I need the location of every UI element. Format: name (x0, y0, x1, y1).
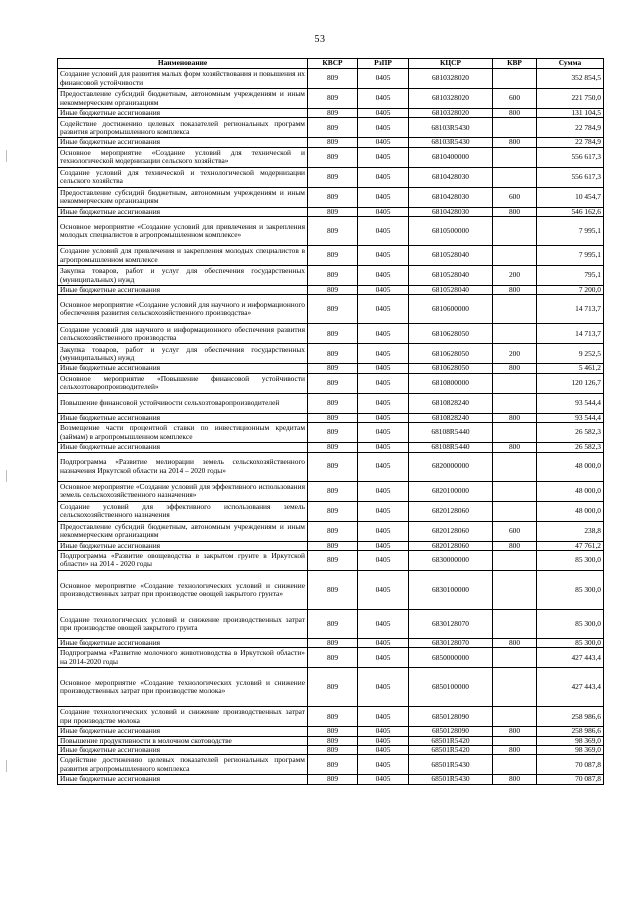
cell-name: Подпрограмма «Развитие мелиорации земель сельскохозяйственного назначения Иркутской области на 2014 – 2020 годы» (58, 452, 308, 481)
column-header-rzpr: РзПР (358, 59, 409, 69)
cell-name: Закупка товаров, работ и услуг для обеспечения государственных (муниципальных) нужд (58, 344, 308, 364)
cell-rzpr: 0405 (358, 393, 409, 413)
cell-rzpr: 0405 (358, 541, 409, 550)
cell-kvsr: 809 (308, 286, 358, 295)
cell-kvr (493, 736, 537, 745)
cell-kvsr: 809 (308, 364, 358, 373)
cell-kvr: 800 (493, 364, 537, 373)
cell-kvsr: 809 (308, 423, 358, 443)
cell-name: Содействие достижению целевых показателей региональных программ развития агропромышленного комплекса (58, 755, 308, 775)
cell-kvsr: 809 (308, 609, 358, 638)
cell-name: Основное мероприятие «Создание условий для привлечения и закрепления молодых специалистов в агропромышленном комплексе» (58, 217, 308, 246)
cell-rzpr: 0405 (358, 246, 409, 266)
cell-sum: 85 300,0 (537, 550, 604, 570)
cell-kvr (493, 118, 537, 138)
cell-kvr: 600 (493, 187, 537, 207)
cell-kvr: 600 (493, 89, 537, 109)
cell-name: Основное мероприятие «Создание технологических условий и снижение производственных затрат при производстве овощей закрытого грунта» (58, 570, 308, 609)
cell-name: Основное мероприятие «Создание технологических условий и снижение производственных затрат при производстве молока» (58, 668, 308, 707)
table-row (58, 413, 604, 422)
cell-name: Подпрограмма «Развитие молочного животноводства в Иркутской области» на 2014-2020 годы (58, 648, 308, 668)
cell-kvr: 800 (493, 443, 537, 452)
cell-kvr (493, 295, 537, 324)
cell-rzpr: 0405 (358, 147, 409, 167)
cell-kvr (493, 217, 537, 246)
cell-kcsr: 6810828240 (409, 413, 493, 422)
cell-kvsr: 809 (308, 373, 358, 393)
cell-kvsr: 809 (308, 707, 358, 727)
cell-rzpr: 0405 (358, 295, 409, 324)
cell-rzpr: 0405 (358, 443, 409, 452)
cell-name: Предоставление субсидий бюджетным, автономным учреждениям и иным некоммерческим организациям (58, 521, 308, 541)
cell-rzpr: 0405 (358, 668, 409, 707)
cell-sum: 352 854,5 (537, 69, 604, 89)
table-row (58, 138, 604, 147)
cell-kcsr: 6850000000 (409, 648, 493, 668)
cell-sum: 14 713,7 (537, 324, 604, 344)
column-header-name: Наименование (58, 59, 308, 69)
cell-kcsr: 6810800000 (409, 373, 493, 393)
cell-kvr: 200 (493, 344, 537, 364)
cell-kvsr: 809 (308, 69, 358, 89)
table-header-row (58, 59, 604, 69)
cell-rzpr: 0405 (358, 286, 409, 295)
cell-kvr (493, 668, 537, 707)
cell-rzpr: 0405 (358, 501, 409, 521)
cell-kcsr: 6850100000 (409, 668, 493, 707)
cell-kcsr: 6820128060 (409, 501, 493, 521)
cell-kvr (493, 423, 537, 443)
cell-rzpr: 0405 (358, 727, 409, 736)
cell-rzpr: 0405 (358, 413, 409, 422)
cell-name: Содействие достижению целевых показателей региональных программ развития агропромышленного комплекса (58, 118, 308, 138)
scan-edge-mark (6, 150, 7, 162)
cell-kcsr: 6810628050 (409, 324, 493, 344)
table-row (58, 373, 604, 393)
table-row (58, 109, 604, 118)
cell-kvsr: 809 (308, 118, 358, 138)
scan-edge-mark (6, 760, 7, 772)
cell-sum: 70 087,8 (537, 775, 604, 784)
cell-kcsr: 6810628050 (409, 364, 493, 373)
cell-kvsr: 809 (308, 648, 358, 668)
table-row (58, 668, 604, 707)
table-row (58, 295, 604, 324)
cell-kcsr: 6810600000 (409, 295, 493, 324)
cell-name: Иные бюджетные ассигнования (58, 775, 308, 784)
cell-rzpr: 0405 (358, 217, 409, 246)
cell-kcsr: 6810428030 (409, 187, 493, 207)
cell-kvsr: 809 (308, 481, 358, 501)
cell-sum: 22 784,9 (537, 138, 604, 147)
cell-kvr (493, 648, 537, 668)
cell-name: Создание технологических условий и снижение производственных затрат при производстве молока (58, 707, 308, 727)
cell-sum: 221 750,0 (537, 89, 604, 109)
cell-name: Создание условий для научного и информационного обеспечения развития сельскохозяйственного производства (58, 324, 308, 344)
cell-rzpr: 0405 (358, 755, 409, 775)
cell-kvsr: 809 (308, 443, 358, 452)
table-row (58, 745, 604, 754)
cell-kvsr: 809 (308, 138, 358, 147)
cell-rzpr: 0405 (358, 187, 409, 207)
cell-sum: 98 369,0 (537, 736, 604, 745)
cell-name: Основное мероприятие «Повышение финансовой устойчивости сельхозтоваропроизводителей» (58, 373, 308, 393)
table-row (58, 638, 604, 647)
cell-sum: 48 000,0 (537, 481, 604, 501)
cell-sum: 26 582,3 (537, 423, 604, 443)
cell-kvr (493, 373, 537, 393)
cell-name: Иные бюджетные ассигнования (58, 138, 308, 147)
cell-name: Создание условий для эффективного использования земель сельскохозяйственного назначения (58, 501, 308, 521)
cell-name: Иные бюджетные ассигнования (58, 286, 308, 295)
cell-rzpr: 0405 (358, 745, 409, 754)
cell-sum: 427 443,4 (537, 648, 604, 668)
cell-rzpr: 0405 (358, 423, 409, 443)
cell-sum: 546 162,6 (537, 207, 604, 216)
cell-kcsr: 6810328020 (409, 69, 493, 89)
cell-name: Иные бюджетные ассигнования (58, 413, 308, 422)
cell-kvsr: 809 (308, 541, 358, 550)
cell-kcsr: 6830128070 (409, 638, 493, 647)
cell-name: Иные бюджетные ассигнования (58, 745, 308, 754)
cell-kvsr: 809 (308, 344, 358, 364)
cell-name: Предоставление субсидий бюджетным, автономным учреждениям и иным некоммерческим организациям (58, 89, 308, 109)
cell-sum: 7 995,1 (537, 246, 604, 266)
cell-name: Основное мероприятие «Создание условий для научного и информационного обеспечения развития сельскохозяйственного производства» (58, 295, 308, 324)
cell-kcsr: 68501R5420 (409, 745, 493, 754)
cell-sum: 85 300,0 (537, 570, 604, 609)
cell-kvsr: 809 (308, 246, 358, 266)
cell-sum: 7 200,0 (537, 286, 604, 295)
cell-name: Основное мероприятие «Создание условий для технической и технологической модернизации сельского хозяйства» (58, 147, 308, 167)
cell-kvsr: 809 (308, 668, 358, 707)
cell-name: Предоставление субсидий бюджетным, автономным учреждениям и иным некоммерческим организациям (58, 187, 308, 207)
cell-rzpr: 0405 (358, 609, 409, 638)
table-row (58, 266, 604, 286)
cell-kcsr: 68501R5430 (409, 775, 493, 784)
table-row (58, 147, 604, 167)
cell-sum: 85 300,0 (537, 638, 604, 647)
cell-rzpr: 0405 (358, 69, 409, 89)
cell-kvsr: 809 (308, 217, 358, 246)
cell-kvsr: 809 (308, 413, 358, 422)
cell-rzpr: 0405 (358, 707, 409, 727)
cell-kcsr: 6830128070 (409, 609, 493, 638)
cell-kvr: 800 (493, 109, 537, 118)
table-row (58, 324, 604, 344)
cell-kcsr: 6810428030 (409, 167, 493, 187)
cell-sum: 7 995,1 (537, 217, 604, 246)
cell-kvsr: 809 (308, 89, 358, 109)
cell-kvr: 800 (493, 745, 537, 754)
table-row (58, 393, 604, 413)
table-row (58, 246, 604, 266)
cell-kvr (493, 707, 537, 727)
table-row (58, 217, 604, 246)
cell-name: Создание технологических условий и снижение производственных затрат при производстве овощей закрытого грунта (58, 609, 308, 638)
cell-name: Основное мероприятие «Создание условий для эффективного использования земель сельскохозяйственного назначения» (58, 481, 308, 501)
cell-rzpr: 0405 (358, 207, 409, 216)
cell-kvr: 800 (493, 727, 537, 736)
cell-rzpr: 0405 (358, 373, 409, 393)
cell-name: Иные бюджетные ассигнования (58, 364, 308, 373)
cell-sum: 98 369,0 (537, 745, 604, 754)
cell-rzpr: 0405 (358, 638, 409, 647)
table-row (58, 707, 604, 727)
cell-kcsr: 6820128060 (409, 521, 493, 541)
cell-sum: 22 784,9 (537, 118, 604, 138)
cell-kcsr: 6830000000 (409, 550, 493, 570)
cell-rzpr: 0405 (358, 344, 409, 364)
cell-name: Закупка товаров, работ и услуг для обеспечения государственных (муниципальных) нужд (58, 266, 308, 286)
cell-sum: 427 443,4 (537, 668, 604, 707)
cell-sum: 70 087,8 (537, 755, 604, 775)
cell-kvr: 600 (493, 521, 537, 541)
table-row (58, 727, 604, 736)
cell-kcsr: 6810328020 (409, 109, 493, 118)
cell-sum: 795,1 (537, 266, 604, 286)
cell-kvr (493, 570, 537, 609)
cell-rzpr: 0405 (358, 736, 409, 745)
cell-kvsr: 809 (308, 736, 358, 745)
cell-sum: 120 126,7 (537, 373, 604, 393)
table-row (58, 167, 604, 187)
cell-kvr (493, 393, 537, 413)
cell-kcsr: 6820128060 (409, 541, 493, 550)
cell-kvsr: 809 (308, 452, 358, 481)
cell-sum: 14 713,7 (537, 295, 604, 324)
cell-kvsr: 809 (308, 501, 358, 521)
cell-name: Иные бюджетные ассигнования (58, 638, 308, 647)
cell-kcsr: 6820000000 (409, 452, 493, 481)
cell-kvsr: 809 (308, 147, 358, 167)
table-row (58, 118, 604, 138)
cell-kvr (493, 324, 537, 344)
table-row (58, 344, 604, 364)
cell-sum: 48 000,0 (537, 501, 604, 521)
cell-kcsr: 6810628050 (409, 344, 493, 364)
cell-kcsr: 68501R5430 (409, 755, 493, 775)
cell-kvr (493, 246, 537, 266)
table-row (58, 452, 604, 481)
table-row (58, 775, 604, 784)
table-row (58, 423, 604, 443)
cell-kvsr: 809 (308, 570, 358, 609)
cell-kvr (493, 501, 537, 521)
cell-kvr: 800 (493, 541, 537, 550)
cell-kvsr: 809 (308, 638, 358, 647)
table-body (58, 69, 604, 785)
cell-rzpr: 0405 (358, 89, 409, 109)
column-header-kvsr: КВСР (308, 59, 358, 69)
table-row (58, 443, 604, 452)
cell-kvr: 800 (493, 638, 537, 647)
table-row (58, 648, 604, 668)
cell-kcsr: 6820100000 (409, 481, 493, 501)
cell-kvr: 800 (493, 775, 537, 784)
cell-kcsr: 6810328020 (409, 89, 493, 109)
cell-kvsr: 809 (308, 745, 358, 754)
column-header-sum: Сумма (537, 59, 604, 69)
cell-name: Иные бюджетные ассигнования (58, 109, 308, 118)
cell-rzpr: 0405 (358, 775, 409, 784)
cell-kcsr: 6810528040 (409, 246, 493, 266)
cell-kvr: 800 (493, 207, 537, 216)
table-row (58, 501, 604, 521)
cell-kvr (493, 755, 537, 775)
cell-rzpr: 0405 (358, 481, 409, 501)
table-row (58, 69, 604, 89)
cell-rzpr: 0405 (358, 324, 409, 344)
cell-sum: 131 104,5 (537, 109, 604, 118)
cell-kvr (493, 481, 537, 501)
cell-kvsr: 809 (308, 295, 358, 324)
table-row (58, 736, 604, 745)
table-row (58, 570, 604, 609)
cell-kcsr: 6810428030 (409, 207, 493, 216)
cell-rzpr: 0405 (358, 266, 409, 286)
cell-name: Создание условий для развития малых форм хозяйствования и повышения их финансовой устойчивости (58, 69, 308, 89)
cell-kvsr: 809 (308, 324, 358, 344)
cell-kvsr: 809 (308, 393, 358, 413)
cell-kvr (493, 452, 537, 481)
cell-kvsr: 809 (308, 727, 358, 736)
cell-kvsr: 809 (308, 167, 358, 187)
cell-rzpr: 0405 (358, 364, 409, 373)
column-header-kcsr: КЦСР (409, 59, 493, 69)
table-row (58, 207, 604, 216)
cell-kvr: 800 (493, 138, 537, 147)
cell-sum: 85 300,0 (537, 609, 604, 638)
cell-name: Создание условий для привлечения и закрепления молодых специалистов в агропромышленном комплексе (58, 246, 308, 266)
cell-name: Возмещение части процентной ставки по инвестиционным кредитам (займам) в агропромышленном комплексе (58, 423, 308, 443)
cell-kvsr: 809 (308, 550, 358, 570)
cell-kcsr: 6810528040 (409, 286, 493, 295)
table-row (58, 286, 604, 295)
cell-sum: 93 544,4 (537, 413, 604, 422)
cell-sum: 258 986,6 (537, 727, 604, 736)
cell-kvr (493, 147, 537, 167)
cell-name: Иные бюджетные ассигнования (58, 443, 308, 452)
cell-kvsr: 809 (308, 187, 358, 207)
cell-kcsr: 6830100000 (409, 570, 493, 609)
cell-rzpr: 0405 (358, 109, 409, 118)
table-row (58, 89, 604, 109)
column-header-kvr: КВР (493, 59, 537, 69)
cell-kvsr: 809 (308, 755, 358, 775)
cell-kvsr: 809 (308, 266, 358, 286)
cell-sum: 47 761,2 (537, 541, 604, 550)
cell-kcsr: 6810528040 (409, 266, 493, 286)
cell-kcsr: 68108R5440 (409, 443, 493, 452)
cell-sum: 556 617,3 (537, 167, 604, 187)
table-row (58, 364, 604, 373)
table-row (58, 609, 604, 638)
cell-sum: 10 454,7 (537, 187, 604, 207)
cell-rzpr: 0405 (358, 570, 409, 609)
cell-kvr: 800 (493, 286, 537, 295)
cell-kvr (493, 69, 537, 89)
cell-rzpr: 0405 (358, 138, 409, 147)
table-row (58, 521, 604, 541)
cell-rzpr: 0405 (358, 521, 409, 541)
cell-kvsr: 809 (308, 775, 358, 784)
cell-sum: 93 544,4 (537, 393, 604, 413)
cell-rzpr: 0405 (358, 648, 409, 668)
cell-kcsr: 6850128090 (409, 707, 493, 727)
table-row (58, 755, 604, 775)
table-row (58, 187, 604, 207)
cell-sum: 9 252,5 (537, 344, 604, 364)
scan-edge-mark (6, 470, 7, 482)
cell-kvsr: 809 (308, 109, 358, 118)
cell-name: Иные бюджетные ассигнования (58, 727, 308, 736)
cell-rzpr: 0405 (358, 452, 409, 481)
cell-name: Повышение продуктивности в молочном скотоводстве (58, 736, 308, 745)
cell-name: Создание условий для технической и технологической модернизации сельского хозяйства (58, 167, 308, 187)
cell-kvr: 200 (493, 266, 537, 286)
cell-kcsr: 6810500000 (409, 217, 493, 246)
cell-kcsr: 68501R5420 (409, 736, 493, 745)
cell-name: Подпрограмма «Развитие овощеводства в закрытом грунте в Иркутской области» на 2014 - 2020 годы (58, 550, 308, 570)
table-row (58, 541, 604, 550)
cell-kvsr: 809 (308, 521, 358, 541)
cell-kcsr: 68103R5430 (409, 118, 493, 138)
cell-sum: 48 000,0 (537, 452, 604, 481)
cell-kcsr: 6850128090 (409, 727, 493, 736)
cell-sum: 5 461,2 (537, 364, 604, 373)
cell-name: Иные бюджетные ассигнования (58, 541, 308, 550)
cell-rzpr: 0405 (358, 550, 409, 570)
cell-rzpr: 0405 (358, 167, 409, 187)
cell-kvr (493, 167, 537, 187)
budget-table (57, 58, 604, 785)
cell-kvr: 800 (493, 413, 537, 422)
cell-kvr (493, 609, 537, 638)
cell-sum: 238,8 (537, 521, 604, 541)
page-number: 53 (314, 34, 326, 45)
cell-kcsr: 6810828240 (409, 393, 493, 413)
cell-kcsr: 68103R5430 (409, 138, 493, 147)
cell-sum: 26 582,3 (537, 443, 604, 452)
table-row (58, 481, 604, 501)
cell-name: Повышение финансовой устойчивости сельхозтоваропроизводителей (58, 393, 308, 413)
cell-name: Иные бюджетные ассигнования (58, 207, 308, 216)
cell-kvr (493, 550, 537, 570)
cell-kvsr: 809 (308, 207, 358, 216)
cell-rzpr: 0405 (358, 118, 409, 138)
cell-kcsr: 68108R5440 (409, 423, 493, 443)
cell-sum: 556 617,3 (537, 147, 604, 167)
table-row (58, 550, 604, 570)
cell-sum: 258 986,6 (537, 707, 604, 727)
cell-kcsr: 6810400000 (409, 147, 493, 167)
